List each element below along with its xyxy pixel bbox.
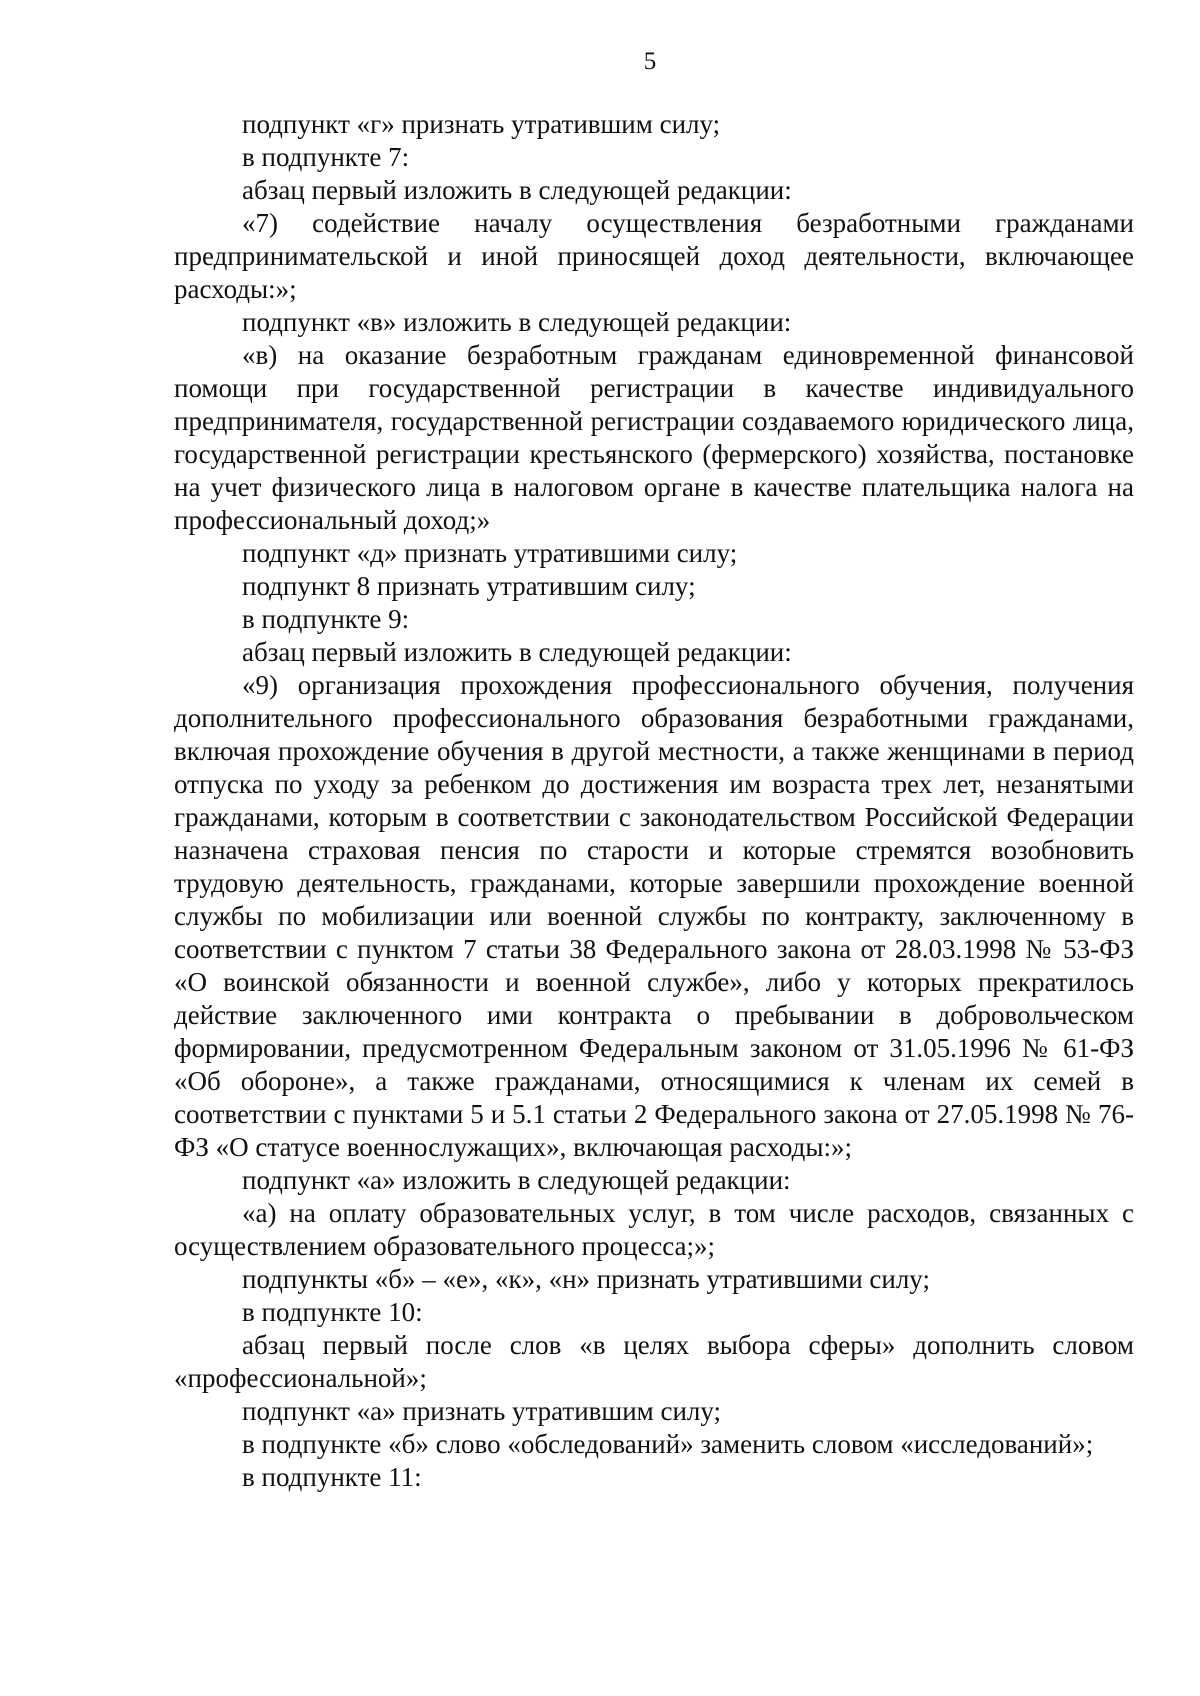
paragraph-9: в подпункте 9: bbox=[242, 604, 410, 634]
paragraph-18: в подпункте «б» слово «обследований» заменить словом «исследований»; bbox=[242, 1429, 1094, 1459]
paragraph-16: абзац первый после слов «в целях выбора сферы» дополнить словом «профессиональной»; bbox=[174, 1330, 1134, 1393]
paragraph-5: подпункт «в» изложить в следующей редакции: bbox=[242, 307, 792, 337]
paragraph-6: «в) на оказание безработным гражданам единовременной финансовой помощи при государственной регистрации в качестве индивидуального предпринимателя, государственной регистрации создаваемого юридического лица, государственной регистрации крестьянского (фермерского) хозяйства, постановке на учет физического лица в налоговом органе в качестве плательщика налога на профессиональный доход;» bbox=[174, 340, 1134, 535]
paragraph-8: подпункт 8 признать утратившим силу; bbox=[242, 571, 696, 601]
paragraph-10: абзац первый изложить в следующей редакции: bbox=[242, 637, 792, 667]
paragraph-11: «9) организация прохождения профессионального обучения, получения дополнительного профессионального образования безработными гражданами, включая прохождение обучения в другой местности, а также женщинами в период отпуска по уходу за ребенком до достижения им возраста трех лет, незанятыми гражданами, которым в соответствии с законодательством Российской Федерации назначена страховая пенсия по старости и которые стремятся возобновить трудовую деятельность, гражданами, которые завершили прохождение военной службы по мобилизации или военной службы по контракту, заключенному в соответствии с пунктом 7 статьи 38 Федерального закона от 28.03.1998 № 53-ФЗ «О воинской обязанности и военной службе», либо у которых прекратилось действие заключенного ими контракта о пребывании в добровольческом формировании, предусмотренном Федеральным законом от 31.05.1996 № 61-ФЗ «Об обороне», а также гражданами, относящимися к членам их семей в соответствии с пунктами 5 и 5.1 статьи 2 Федерального закона от 27.05.1998 № 76-ФЗ «О статусе военнослужащих», включающая расходы:»; bbox=[174, 670, 1134, 1162]
paragraph-12: подпункт «а» изложить в следующей редакции: bbox=[242, 1165, 791, 1195]
paragraph-4: «7) содействие началу осуществления безработными гражданами предпринимательской и иной приносящей доход деятельности, включающее расходы:»; bbox=[174, 208, 1134, 304]
paragraph-19: в подпункте 11: bbox=[242, 1462, 422, 1492]
paragraph-13: «а) на оплату образовательных услуг, в том числе расходов, связанных с осуществлением образовательного процесса;»; bbox=[174, 1198, 1134, 1261]
paragraph-15: в подпункте 10: bbox=[242, 1297, 423, 1327]
document-body bbox=[174, 108, 1134, 1494]
paragraph-17: подпункт «а» признать утратившим силу; bbox=[242, 1396, 722, 1426]
paragraph-3: абзац первый изложить в следующей редакции: bbox=[242, 175, 792, 205]
paragraph-7: подпункт «д» признать утратившими силу; bbox=[242, 538, 738, 568]
paragraph-14: подпункты «б» – «е», «к», «н» признать утратившими силу; bbox=[242, 1264, 930, 1294]
page-number: 5 bbox=[643, 48, 657, 75]
paragraph-1: подпункт «г» признать утратившим силу; bbox=[242, 109, 721, 139]
paragraph-2: в подпункте 7: bbox=[242, 142, 410, 172]
